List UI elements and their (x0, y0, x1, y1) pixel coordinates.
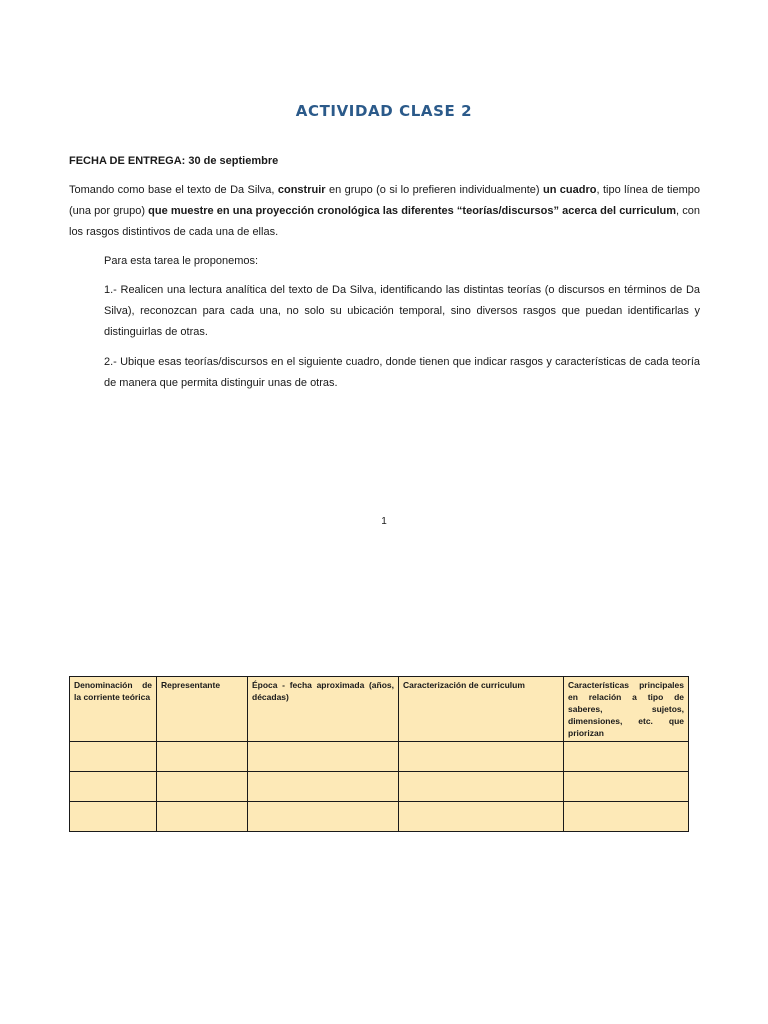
intro-bold-2: un cuadro (542, 184, 597, 196)
table-cell[interactable] (70, 802, 157, 832)
table-cell[interactable] (157, 742, 248, 772)
table-cell[interactable] (248, 802, 399, 832)
header-denominacion: Denominación de la corriente teórica (70, 677, 157, 742)
task-proposal-line: Para esta tarea le proponemos: (104, 255, 259, 267)
table-cell[interactable] (564, 742, 689, 772)
task-item-1: 1.- Realicen una lectura analítica del texto de Da Silva, identificando las distintas teorías (o discursos en términos de Da Silva), reconozcan para cada una, no solo su ubicación temporal, sino diversos rasgos que puedan identificarlas y distinguirlas de otras. (104, 284, 700, 338)
theories-table (69, 676, 689, 832)
intro-paragraph (69, 180, 700, 243)
header-representante: Representante (157, 677, 248, 742)
table-cell[interactable] (70, 772, 157, 802)
intro-text-4: , con los rasgos distintivos de cada una de ellas. (69, 205, 700, 238)
table-cell[interactable] (399, 772, 564, 802)
table-cell[interactable] (70, 742, 157, 772)
task-item-2: 2.- Ubique esas teorías/discursos en el siguiente cuadro, donde tienen que indicar rasgos y características de cada teoría de manera que permita distinguir unas de otras. (104, 356, 700, 389)
due-date: FECHA DE ENTREGA: 30 de septiembre (69, 155, 279, 167)
table-row (70, 802, 689, 832)
table-cell[interactable] (399, 742, 564, 772)
table-cell[interactable] (564, 772, 689, 802)
intro-text-3: , tipo línea de tiempo (una por grupo) (69, 184, 701, 217)
table-row (70, 742, 689, 772)
intro-text-2: en grupo (o si lo prefieren individualmente) (325, 184, 543, 196)
table-cell[interactable] (248, 772, 399, 802)
header-caracterizacion: Caracterización de curriculum (399, 677, 564, 742)
header-caracteristicas: Características principales en relación a tipo de saberes, sujetos, dimensiones, etc. que priorizan (564, 677, 689, 742)
header-epoca: Época - fecha aproximada (años, décadas) (248, 677, 399, 742)
intro-bold-3: que muestre en una proyección cronológica las diferentes “teorías/discursos” acerca del curriculum (148, 205, 677, 217)
page-number: 1 (381, 516, 387, 527)
intro-text-1: Tomando como base el texto de Da Silva, (69, 184, 278, 196)
page-title: ACTIVIDAD CLASE 2 (295, 102, 473, 120)
table-cell[interactable] (157, 802, 248, 832)
table-cell[interactable] (564, 802, 689, 832)
table-cell[interactable] (157, 772, 248, 802)
table-row (70, 772, 689, 802)
intro-bold-1: construir (277, 184, 326, 196)
table-header-row (70, 677, 689, 742)
table-cell[interactable] (399, 802, 564, 832)
table-cell[interactable] (248, 742, 399, 772)
